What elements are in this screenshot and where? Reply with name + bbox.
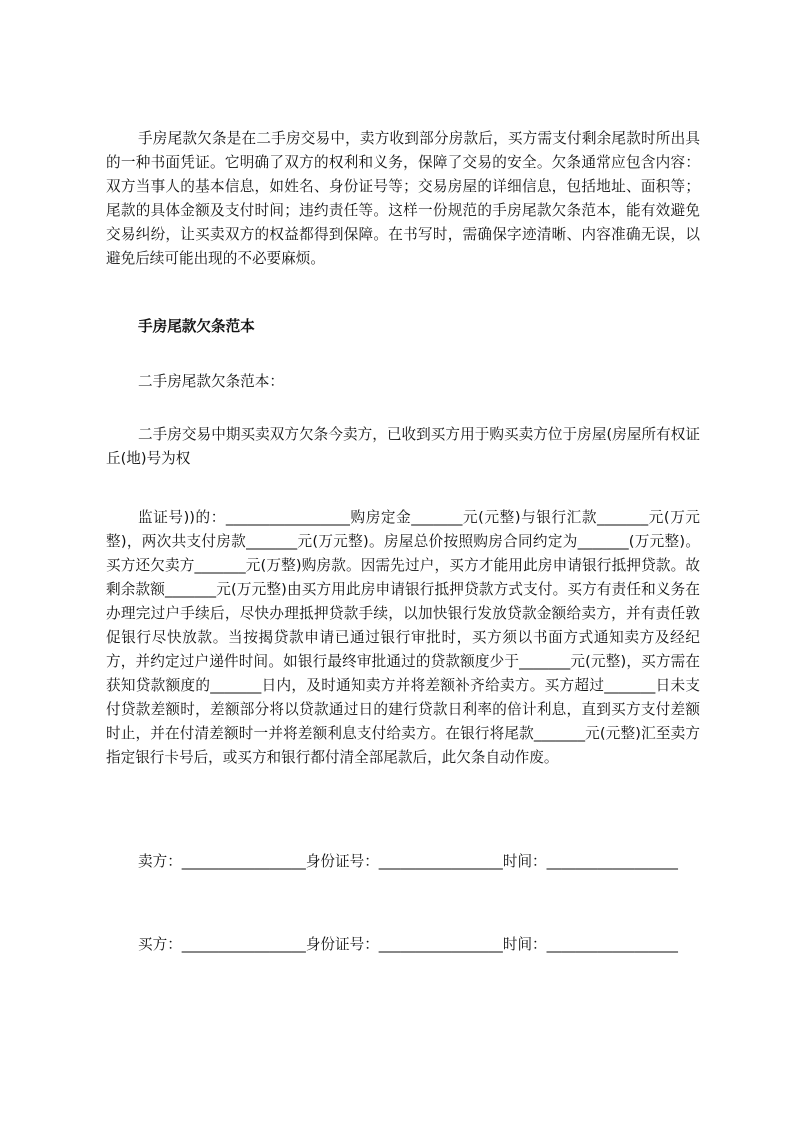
- body-paragraph-1: 二手房交易中期买卖双方欠条今卖方，已收到买方用于购买卖方位于房屋(房屋所有权证丘(地)号为权: [106, 426, 700, 467]
- document-page: [106, 0, 700, 1122]
- body-paragraph-2: 监证号))的：_________________购房定金_______元(元整)与银行汇款_______元(万元整)，两次共支付房款_______元(万元整)。房屋总价按照购房合同约定为_______(万元整)。买方还欠卖方_______元(万整)购房款。因需先过户，买方才能用此房申请银行抵押贷款。故剩余款额_______元(万元整)由买方用此房申请银行抵押贷款方式支付。买方有责任和义务在办理完过户手续后，尽快办理抵押贷款手续，以加快银行发放贷款金额给卖方，并有责任敦促银行尽快放款。当按揭贷款申请已通过银行审批时，买方须以书面方式通知卖方及经纪方，并约定过户递件时间。如银行最终审批通过的贷款额度少于_______元(元整)，买方需在获知贷款额度的_______日内，及时通知卖方并将差额补齐给卖方。买方超过_______日未支付贷款差额时，差额部分将以贷款通过日的建行贷款日利率的倍计利息，直到买方支付差额时止，并在付清差额时一并将差额利息支付给卖方。在银行将尾款_______元(元整)汇至卖方指定银行卡号后，或买方和银行都付清全部尾款后，此欠条自动作废。: [106, 509, 700, 766]
- seller-signature-line: 卖方：_________________身份证号：_________________时间：__________________: [138, 853, 678, 870]
- buyer-signature-line: 买方：_________________身份证号：_________________时间：__________________: [138, 936, 678, 953]
- intro-paragraph: 手房尾款欠条是在二手房交易中，卖方收到部分房款后，买方需支付剩余尾款时所出具的一种书面凭证。它明确了双方的权利和义务，保障了交易的安全。欠条通常应包含内容：双方当事人的基本信息，如姓名、身份证号等；交易房屋的详细信息，包括地址、面积等；尾款的具体金额及支付时间；违约责任等。这样一份规范的手房尾款欠条范本，能有效避免交易纠纷，让买卖双方的权益都得到保障。在书写时，需确保字迹清晰、内容准确无误，以避免后续可能出现的不必要麻烦。: [106, 130, 700, 267]
- document-heading: 手房尾款欠条范本: [138, 318, 255, 335]
- document-subheading: 二手房尾款欠条范本：: [138, 373, 284, 390]
